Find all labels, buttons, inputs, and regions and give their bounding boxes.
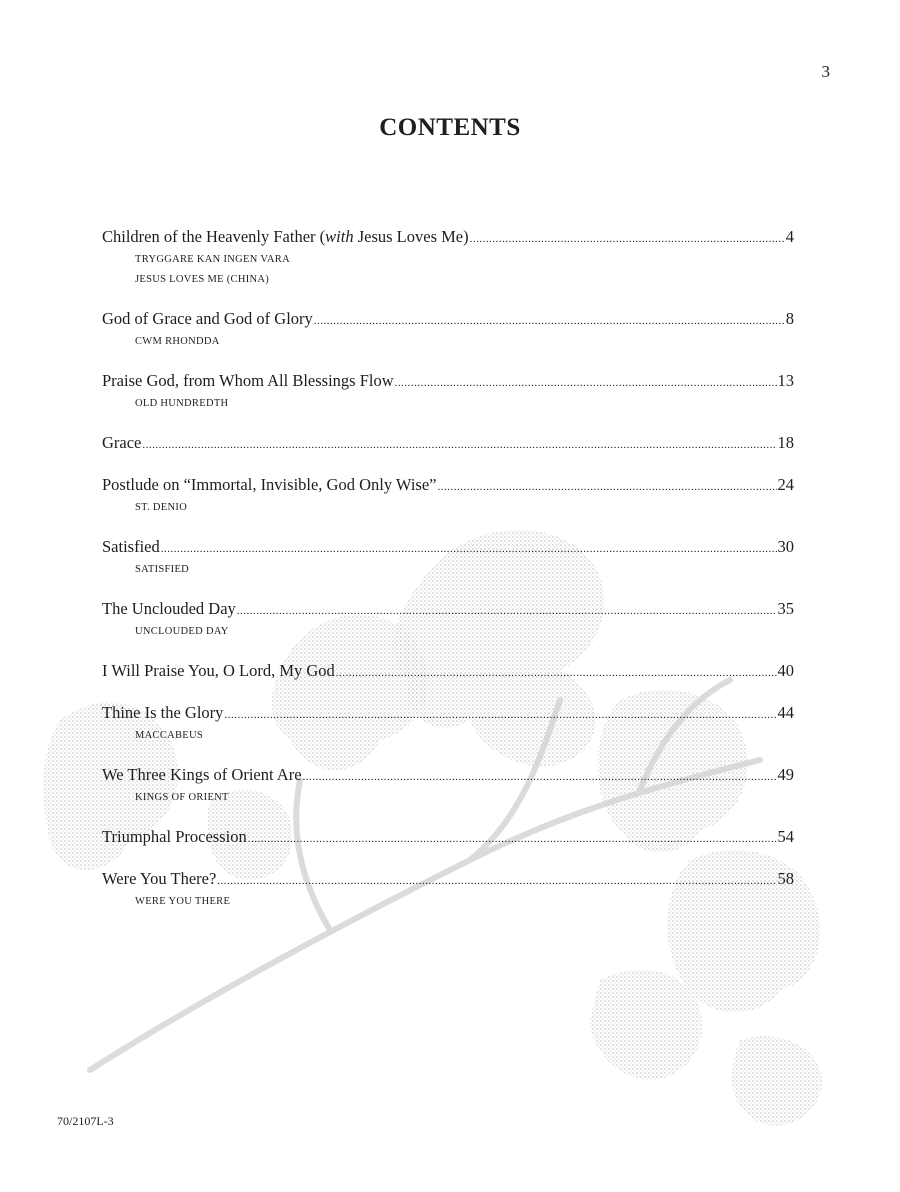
dot-leader — [314, 308, 785, 332]
dot-leader — [142, 432, 776, 456]
entry-title: I Will Praise You, O Lord, My God — [102, 661, 335, 680]
entry-title: God of Grace and God of Glory — [102, 309, 313, 328]
entry-page: 44 — [777, 703, 794, 722]
entry-page: 30 — [777, 537, 794, 556]
dot-leader — [395, 370, 777, 394]
dot-leader — [438, 474, 777, 498]
toc-entry[interactable] — [102, 432, 794, 456]
entry-page: 18 — [777, 433, 794, 452]
tune-name: ST. DENIO — [135, 502, 188, 513]
entry-title: Thine Is the Glory — [102, 703, 224, 722]
tune-name: UNCLOUDED DAY — [135, 626, 229, 637]
toc-entry[interactable] — [102, 868, 794, 912]
tune-name: WERE YOU THERE — [135, 896, 231, 907]
tune-name: MACCABEUS — [135, 730, 204, 741]
toc-entry[interactable] — [102, 702, 794, 746]
entry-title: The Unclouded Day — [102, 599, 236, 618]
dot-leader — [224, 702, 776, 726]
entry-page: 40 — [777, 661, 794, 680]
page-title: CONTENTS — [379, 114, 521, 141]
tune-name: TRYGGARE KAN INGEN VARA — [135, 254, 290, 265]
tune-name: KINGS OF ORIENT — [135, 792, 229, 803]
toc-entry[interactable] — [102, 308, 794, 352]
entry-title: Postlude on “Immortal, Invisible, God Only Wise” — [102, 475, 437, 494]
entry-title: Were You There? — [102, 869, 217, 888]
dot-leader — [336, 660, 777, 684]
entry-title: Triumphal Procession — [102, 827, 247, 846]
entry-title: We Three Kings of Orient Are — [102, 765, 302, 784]
tune-name: CWM RHONDDA — [135, 336, 220, 347]
toc-entry[interactable] — [102, 474, 794, 518]
dot-leader — [470, 226, 785, 250]
entry-page: 49 — [777, 765, 794, 784]
toc-entry[interactable] — [102, 370, 794, 414]
entry-title: Satisfied — [102, 537, 160, 556]
entry-page: 35 — [777, 599, 794, 618]
entry-page: 54 — [777, 827, 794, 846]
dot-leader — [217, 868, 776, 892]
entry-title: Praise God, from Whom All Blessings Flow — [102, 371, 394, 390]
toc-entry[interactable] — [102, 826, 794, 850]
toc-entry[interactable] — [102, 536, 794, 580]
tune-name: OLD HUNDREDTH — [135, 398, 229, 409]
entry-page: 4 — [785, 227, 794, 246]
entry-title: Grace — [102, 433, 142, 452]
entry-page: 13 — [777, 371, 794, 390]
dot-leader — [237, 598, 777, 622]
tune-name: SATISFIED — [135, 564, 190, 575]
dot-leader — [161, 536, 777, 560]
contents-list — [102, 226, 794, 912]
dot-leader — [303, 764, 777, 788]
toc-entry[interactable] — [102, 226, 794, 290]
entry-page: 8 — [785, 309, 794, 328]
entry-page: 24 — [777, 475, 794, 494]
catalog-number: 70/2107L-3 — [57, 1114, 114, 1128]
toc-entry[interactable] — [102, 764, 794, 808]
entry-page: 58 — [777, 869, 794, 888]
page-number: 3 — [821, 62, 830, 81]
toc-entry[interactable] — [102, 598, 794, 642]
tune-name: JESUS LOVES ME (CHINA) — [135, 274, 270, 285]
entry-title: Children of the Heavenly Father (with Jesus Loves Me) — [102, 227, 469, 246]
toc-entry[interactable] — [102, 660, 794, 684]
dot-leader — [248, 826, 777, 850]
